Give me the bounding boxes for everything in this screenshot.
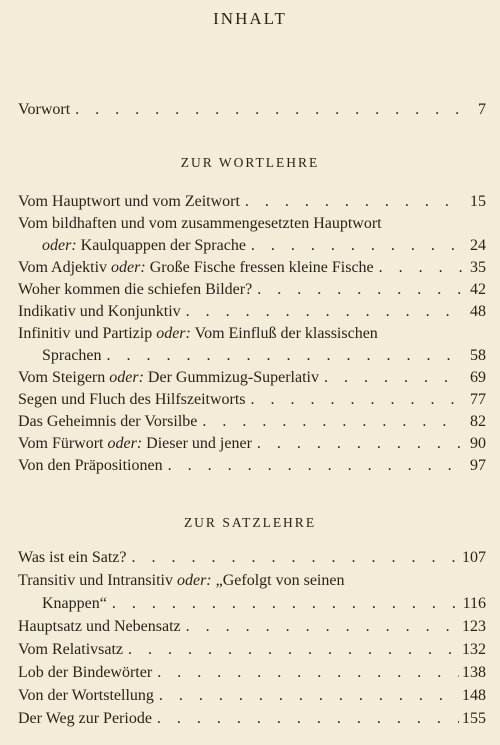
toc-entry-text: Der Gummizug-Superlativ [143,369,319,386]
toc-entry-text: Kaulquappen der Sprache [76,237,246,254]
toc-entry-continuation [42,595,486,617]
page-number: 107 [462,549,486,566]
toc-entry-title: Vorwort [18,101,71,118]
toc-entry-title: Indikativ und Konjunktiv [18,303,181,320]
toc-entry-title: Sprachen [42,347,102,364]
toc-entry-text: Dieser und jener [142,435,252,452]
toc-entry-pre: Vom Fürwort [18,435,108,452]
toc-entry-title [18,325,378,343]
dot-leader [374,259,463,277]
page-number: 155 [462,710,486,727]
page-number: 58 [470,347,486,364]
toc-entry [18,549,486,571]
toc-entry [18,435,486,457]
toc-entry [18,710,486,732]
toc-entry [18,369,486,391]
toc-entry [18,325,486,347]
page-number: 7 [478,101,486,118]
page-title: INHALT [213,9,287,28]
page-number: 132 [462,641,486,658]
toc-entry-title: Vom bildhaften und vom zusammengesetzten Hauptwort [18,215,382,232]
dot-leader [252,435,463,453]
toc-entry [18,303,486,325]
toc-entry-pre: Vom Adjektiv [18,259,112,276]
toc-entry-title [42,237,246,255]
toc-entry-title [18,369,319,387]
toc-entry [18,618,486,640]
toc-entry-title [18,435,252,453]
oder-label: oder: [111,259,146,276]
dot-leader [154,687,459,705]
page-number: 116 [462,595,486,612]
dot-leader [252,281,463,299]
oder-label: oder: [107,435,143,452]
dot-leader [123,641,459,659]
dot-leader [152,664,459,682]
toc-entry-title: Der Weg zur Periode [18,710,152,727]
oder-label: oder: [156,325,191,342]
toc-entry [18,281,486,303]
toc-entry-title: Von der Wortstellung [18,687,154,704]
toc-entry-text: „Gefolgt von seinen [211,572,345,589]
page-number: 15 [470,193,486,210]
oder-label: oder: [42,237,77,254]
toc-entry [18,413,486,435]
toc-entry-title [18,259,374,277]
dot-leader [319,369,463,387]
page-number: 35 [470,259,486,276]
dot-leader [246,391,463,409]
dot-leader [181,618,459,636]
toc-entry-pre: Infinitiv und Partizip [18,325,157,342]
toc-entry [18,572,486,594]
dot-leader [163,457,463,475]
page-number: 90 [470,435,486,452]
page-number: 69 [470,369,486,386]
section-heading-satzlehre: ZUR SATZLEHRE [183,515,317,530]
toc-entry-vorwort [18,101,486,123]
page-number: 138 [462,664,486,681]
toc-entry [18,391,486,413]
dot-leader [152,710,459,728]
toc-entry-title: Woher kommen die schiefen Bilder? [18,281,253,298]
dot-leader [181,303,463,321]
section-heading-wortlehre: ZUR WORTLEHRE [180,155,320,170]
toc-entry [18,215,486,237]
page-number: 148 [462,687,486,704]
page-number: 97 [470,457,486,474]
toc-entry [18,259,486,281]
toc-entry-continuation [42,347,486,369]
toc-entry-text: Vom Einfluß der klassischen [190,325,378,342]
toc-entry-title: Segen und Fluch des Hilfszeitworts [18,391,246,408]
toc-entry-title [18,572,344,590]
toc-entry [18,664,486,686]
oder-label: oder: [176,572,212,589]
toc-entry-pre: Vom Steigern [18,369,110,386]
toc-entry-title: Was ist ein Satz? [18,549,127,566]
toc-entry-title: Knappen“ [42,595,107,612]
dot-leader [126,549,459,567]
page-number: 24 [470,237,486,254]
page-number: 82 [470,413,486,430]
toc-entry-title: Hauptsatz und Nebensatz [18,618,181,635]
toc-entry-title: Lob der Bindewörter [18,664,153,681]
toc-entry-title: Das Geheimnis der Vorsilbe [18,413,198,430]
toc-entry-text: Große Fische fressen kleine Fische [145,259,374,276]
dot-leader [246,237,463,255]
toc-entry-title: Von den Präpositionen [18,457,163,474]
dot-leader [102,347,463,365]
dot-leader [107,595,460,613]
page-number: 42 [470,281,486,298]
toc-entry [18,687,486,709]
toc-entry-pre: Transitiv und Intransitiv [18,572,177,589]
dot-leader [240,193,463,211]
toc-entry-continuation [42,237,486,259]
dot-leader [70,101,463,119]
dot-leader [197,413,463,431]
toc-entry [18,457,486,479]
page-number: 77 [470,391,486,408]
toc-entry [18,193,486,215]
page-number: 48 [470,303,486,320]
page-number: 123 [462,618,486,635]
oder-label: oder: [109,369,144,386]
toc-entry-title: Vom Hauptwort und vom Zeitwort [18,193,240,210]
toc-entry [18,641,486,663]
toc-entry-title: Vom Relativsatz [18,641,124,658]
